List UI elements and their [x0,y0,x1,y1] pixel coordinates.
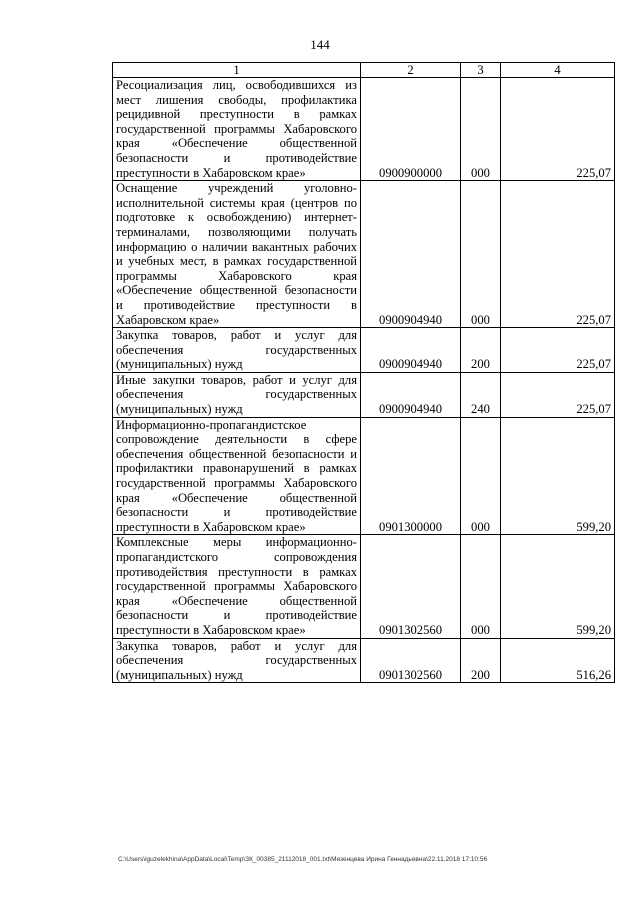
row-expense-type: 000 [461,417,501,535]
table-row [113,328,615,373]
row-code: 0901302560 [361,638,461,683]
row-name: Закупка товаров, работ и услуг для обеспечения государственных (муниципальных) нужд [113,328,361,373]
footer-file-path: C:\Users\iguzelekhina\AppData\Local\Temp\ЗК_00385_21112018_001.txt\Мезенцева Ирина Геннадьевна\22.11.2018 17:10:56 [118,856,488,863]
row-code: 0900904940 [361,181,461,328]
row-code: 0900904940 [361,372,461,417]
row-code: 0901302560 [361,535,461,638]
row-amount: 225,07 [501,181,615,328]
row-expense-type: 000 [461,535,501,638]
table-header-row [113,63,615,78]
row-name: Иные закупки товаров, работ и услуг для обеспечения государственных (муниципальных) нужд [113,372,361,417]
row-code: 0900900000 [361,78,461,181]
row-code: 0900904940 [361,328,461,373]
table-row [113,535,615,638]
row-expense-type: 200 [461,328,501,373]
row-name: Комплексные меры информационно-пропагандистского сопровождения противодействия преступности в рамках государственной программы Хабаровского края «Обеспечение общественной безопасности и противодействие преступности в Хабаровском крае» [113,535,361,638]
row-expense-type: 000 [461,181,501,328]
budget-table [112,62,615,683]
row-amount: 516,26 [501,638,615,683]
row-expense-type: 000 [461,78,501,181]
table-row [113,181,615,328]
column-header-2: 2 [361,63,461,78]
row-amount: 599,20 [501,417,615,535]
row-name: Закупка товаров, работ и услуг для обеспечения государственных (муниципальных) нужд [113,638,361,683]
column-header-3: 3 [461,63,501,78]
table-row [113,372,615,417]
row-amount: 225,07 [501,372,615,417]
row-name: Информационно-пропагандистское сопровождение деятельности в сфере обеспечения общественной безопасности и профилактики правонарушений в рамках государственной программы Хабаровского края «Обеспечение общественной безопасности и противодействие преступности в Хабаровском крае» [113,417,361,535]
row-name: Оснащение учреждений уголовно-исполнительной системы края (центров по подготовке к освобождению) интернет-терминалами, позволяющими получать информацию о наличии вакантных рабочих и учебных мест, в рамках государственной программы Хабаровского края «Обеспечение общественной безопасности и противодействие преступности в Хабаровском крае» [113,181,361,328]
row-amount: 225,07 [501,78,615,181]
column-header-1: 1 [113,63,361,78]
table-row [113,78,615,181]
row-amount: 225,07 [501,328,615,373]
row-amount: 599,20 [501,535,615,638]
table-row [113,417,615,535]
table-row [113,638,615,683]
page-number: 144 [310,37,330,52]
column-header-4: 4 [501,63,615,78]
row-expense-type: 200 [461,638,501,683]
row-code: 0901300000 [361,417,461,535]
row-expense-type: 240 [461,372,501,417]
row-name: Ресоциализация лиц, освободившихся из мест лишения свободы, профилактика рецидивной преступности в рамках государственной программы Хабаровского края «Обеспечение общественной безопасности и противодействие преступности в Хабаровском крае» [113,78,361,181]
